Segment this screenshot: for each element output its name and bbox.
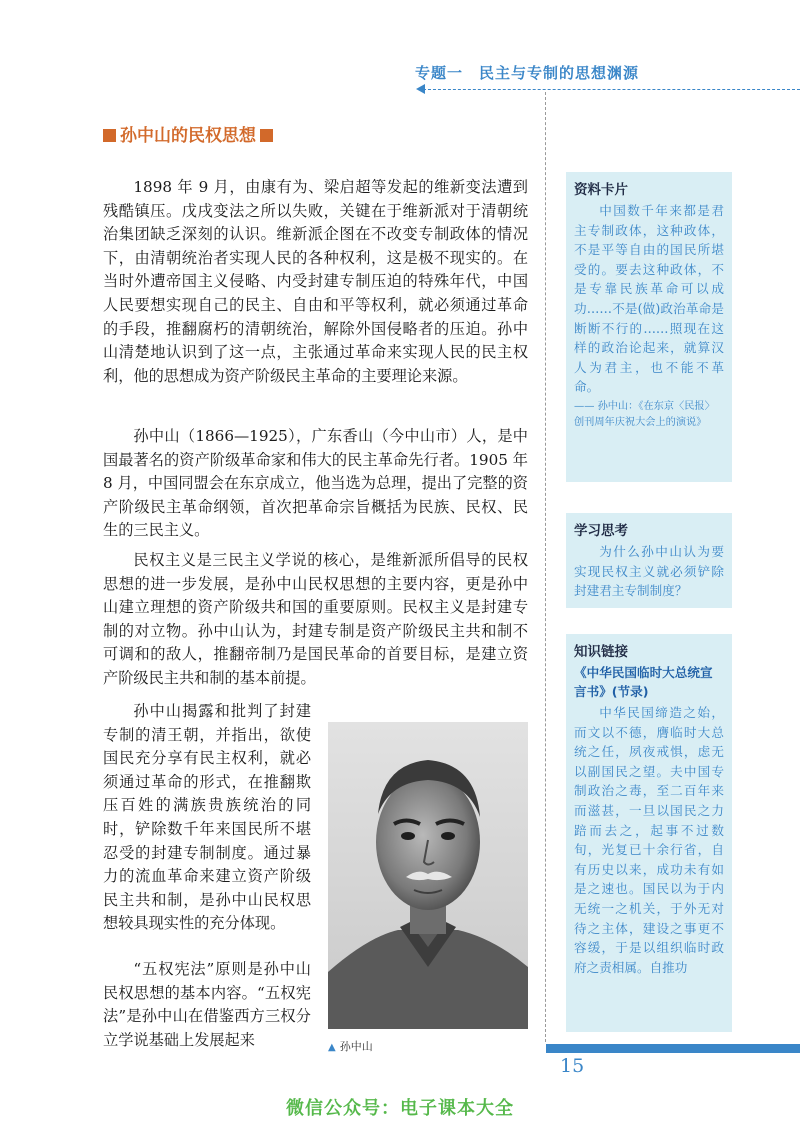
card-text: 中华民国缔造之始，而文以不德，膺临时大总统之任，夙夜戒惧，虑无以副国民之望。夫中国专制政治之毒，至二百年来而滋甚，一旦以国民之力踣而去之，起事不过数旬，光复已十余行省，自有历史以来，成功未有如是之速也。国民以为于内无统一之机关，于外无对待之主体，建设之事更不容缓，于是以组织临时政府之责相属。自推功 bbox=[574, 705, 724, 975]
card-title: 学习思考 bbox=[574, 523, 628, 539]
body-paragraph: 孙中山（1866—1925），广东香山（今中山市）人，是中国最著名的资产阶级革命家和伟大的民主革命先行者。1905 年 8 月，中国同盟会在东京成立，他当选为总理，提出了完整的资产阶级民主革命纲领，首次把革命宗旨概括为民族、民权、民生的三民主义。 bbox=[103, 427, 528, 540]
info-card-thinking bbox=[566, 513, 732, 608]
column-divider bbox=[545, 92, 546, 1042]
watermark: 微信公众号：电子课本大全 bbox=[286, 1098, 514, 1119]
section-heading bbox=[103, 121, 273, 146]
body-paragraph: 1898 年 9 月，由康有为、梁启超等发起的维新变法遭到残酷镇压。戊戌变法之所以失败，关键在于维新派对于清朝统治集团缺乏深刻的认识。维新派企图在不改变专制政体的情况下，由清朝统治者实现人民的各种权利，这是极不现实的。在当时外遭帝国主义侵略、内受封建专制压迫的特殊年代，中国人民要想实现自己的民主、自由和平等权利，就必须通过革命的手段，推翻腐朽的清朝统治，解除外国侵略者的压迫。孙中山清楚地认识到了这一点，主张通过革命来实现人民的民主权利，他的思想成为资产阶级民主革命的主要理论来源。 bbox=[103, 178, 528, 385]
header-title: 专题一 民主与专制的思想渊源 bbox=[415, 64, 640, 82]
body-paragraph: “五权宪法”原则是孙中山民权思想的基本内容。“五权宪法”是孙中山在借鉴西方三权分立学说基础上发展起来 bbox=[103, 960, 311, 1049]
portrait-caption bbox=[328, 1038, 373, 1054]
section-heading-text: 孙中山的民权思想 bbox=[120, 126, 256, 146]
portrait-photo bbox=[328, 722, 528, 1029]
footer-bar bbox=[546, 1044, 800, 1053]
card-title: 知识链接 bbox=[574, 644, 628, 660]
body-paragraph: 民权主义是三民主义学说的核心，是维新派所倡导的民权思想的进一步发展，是孙中山民权思想的主要内容，更是孙中山建立理想的资产阶级共和国的重要原则。民权主义是封建专制的对立物。孙中山认为，封建专制是资产阶级民主共和制不可调和的敌人，推翻帝制乃是国民革命的首要目标，是建立资产阶级民主共和制的基本前提。 bbox=[103, 551, 528, 687]
square-bullet-icon bbox=[103, 129, 116, 142]
card-text: 为什么孙中山认为要实现民权主义就必须铲除封建君主专制制度？ bbox=[574, 544, 724, 599]
page-number: 15 bbox=[560, 1055, 585, 1077]
info-card-data bbox=[566, 172, 732, 482]
info-card-link bbox=[566, 634, 732, 1032]
card-source: —— 孙中山：《在东京〈民报〉创刊周年庆祝大会上的演说》 bbox=[574, 400, 715, 428]
square-bullet-icon bbox=[260, 129, 273, 142]
header-rule bbox=[418, 89, 800, 90]
card-text: 中国数千年来都是君主专制政体，这种政体，不是平等自由的国民所堪受的。要去这种政体，不是专靠民族革命可以成功……不是(做)政治革命是断断不行的……照现在这样的政治论起来，就算汉人为君主，也不能不革命。 bbox=[574, 203, 724, 395]
card-subtitle: 《中华民国临时大总统宣言书》(节录) bbox=[574, 665, 713, 699]
portrait-illustration bbox=[328, 722, 528, 1029]
card-title: 资料卡片 bbox=[574, 182, 628, 198]
body-paragraph: 孙中山揭露和批判了封建专制的清王朝，并指出，欲使国民充分享有民主权利，就必须通过革命的形式，在推翻欺压百姓的满族贵族统治的同时，铲除数千年来国民所不堪忍受的封建专制制度。通过暴力的流血革命来建立资产阶级民主共和制，是孙中山民权思想较具现实性的充分体现。 bbox=[103, 702, 311, 933]
triangle-marker-icon: ▲ bbox=[328, 1042, 336, 1053]
portrait-caption-text: 孙中山 bbox=[339, 1040, 373, 1053]
